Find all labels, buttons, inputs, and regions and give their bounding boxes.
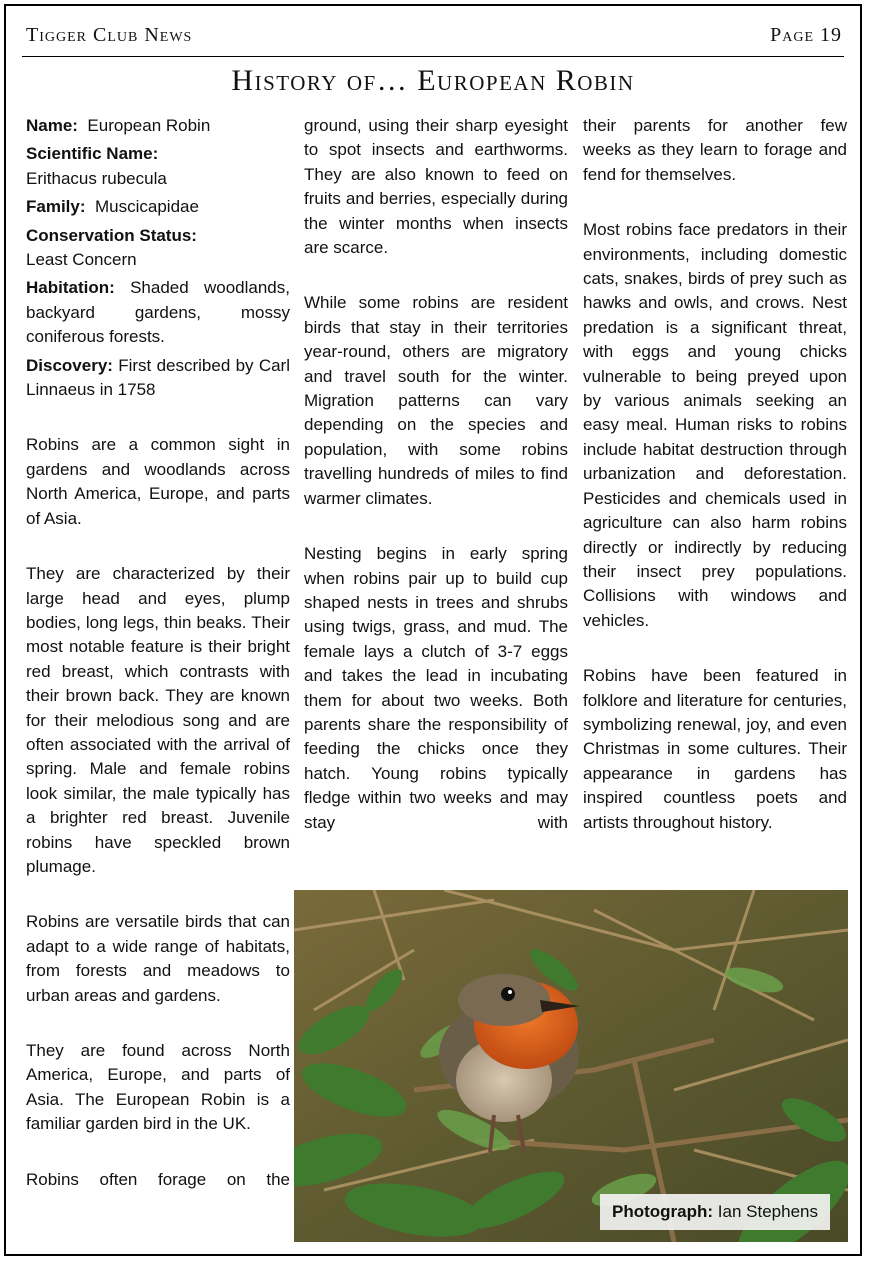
column-3 [583, 114, 847, 866]
fact-discovery [26, 354, 290, 403]
page-header [22, 16, 844, 57]
fact-label: Discovery: [26, 355, 113, 375]
fact-family [26, 195, 290, 219]
fact-value: Shaded woodlands, backyard gardens, mossy coniferous forests. [26, 278, 290, 347]
page-number: Page 19 [770, 24, 842, 46]
paragraph-migration: While some robins are resident birds that stay in their territories year-round, others are migratory and travel south for the winter. Migration patterns can vary depending on the species and population, with some robins travelling hundreds of miles to find warmer climates. [304, 293, 568, 508]
photo-caption [600, 1194, 830, 1230]
newsletter-page [4, 4, 862, 1256]
fact-conservation-status [26, 224, 290, 273]
fact-value: Least Concern [26, 250, 137, 270]
robin-illustration [294, 890, 848, 1242]
caption-label: Photograph: [612, 1202, 714, 1221]
article-title: History of… European Robin [231, 64, 635, 97]
fact-value: Erithacus rubecula [26, 168, 167, 188]
fact-scientific-name [26, 142, 290, 191]
fact-name [26, 114, 290, 138]
fact-habitation [26, 276, 290, 349]
robin-photograph [294, 890, 848, 1242]
fact-label: Family: [26, 197, 86, 217]
paragraph-forage-start: Robins often forage on the [26, 1169, 290, 1189]
fact-label: Habitation: [26, 278, 115, 298]
paragraph-range: They are found across North America, Europe, and parts of Asia. The European Robin is a familiar garden bird in the UK. [26, 1041, 290, 1134]
fact-label: Scientific Name: [26, 144, 159, 164]
column-2 [304, 114, 568, 835]
paragraph-habitats: Robins are versatile birds that can adapt to a wide range of habitats, from forests and meadows to urban areas and gardens. [26, 912, 290, 1005]
paragraph-appearance: They are characterized by their large head and eyes, plump bodies, long legs, thin beaks. Their most notable feature is their bright red breast, which contrasts with their brown back. They are known for their melodious song and are often associated with the arrival of spring. Male and female robins look similar, the male typically has a brighter red breast. Juvenile robins have speckled brown plumage. [26, 564, 290, 876]
paragraph-predators: Most robins face predators in their environments, including domestic cats, snakes, birds of prey such as hawks and owls, and crows. Nest predation is a significant threat, with eggs and young chicks vulnerable to being preyed upon by various animals seeking an easy meal. Human risks to robins include habitat destruction through urbanization and deforestation. Pesticides and chemicals used in agriculture can also harm robins directly or indirectly by reducing their insect prey populations. Collisions with windows and vehicles. [583, 220, 847, 630]
fact-value: Muscicapidae [94, 197, 199, 217]
paragraph-nesting-start: Nesting begins in early spring when robins pair up to build cup shaped nests in trees and shrubs using twigs, grass, and mud. The female lays a clutch of 3-7 eggs and takes the lead in incubating them for about two weeks. Both parents share the responsibility of feeding the chicks once they hatch. Young robins typically fledge within two weeks and may stay with [304, 544, 568, 832]
fact-value: First described by Carl Linnaeus in 1758 [26, 355, 290, 400]
paragraph-intro: Robins are a common sight in gardens and woodlands across North America, Europe, and parts of Asia. [26, 435, 290, 528]
paragraph-forage-cont: ground, using their sharp eyesight to spot insects and earthworms. They are also known to feed on fruits and berries, especially during the winter months when insects are scarce. [304, 116, 568, 258]
paragraph-nesting-cont: their parents for another few weeks as they learn to forage and fend for themselves. [583, 116, 847, 184]
fact-label: Conservation Status: [26, 225, 197, 245]
caption-photographer: Ian Stephens [717, 1202, 818, 1221]
fact-label: Name: [26, 116, 78, 135]
paragraph-folklore: Robins have been featured in folklore and literature for centuries, symbolizing renewal, joy, and even Christmas in some cultures. Their appearance in gardens has inspired countless poets and artists throughout history. [583, 666, 847, 832]
column-1 [26, 114, 290, 1192]
newsletter-name: Tigger Club News [26, 24, 193, 46]
fact-list [26, 114, 290, 402]
fact-value: European Robin [87, 116, 211, 135]
